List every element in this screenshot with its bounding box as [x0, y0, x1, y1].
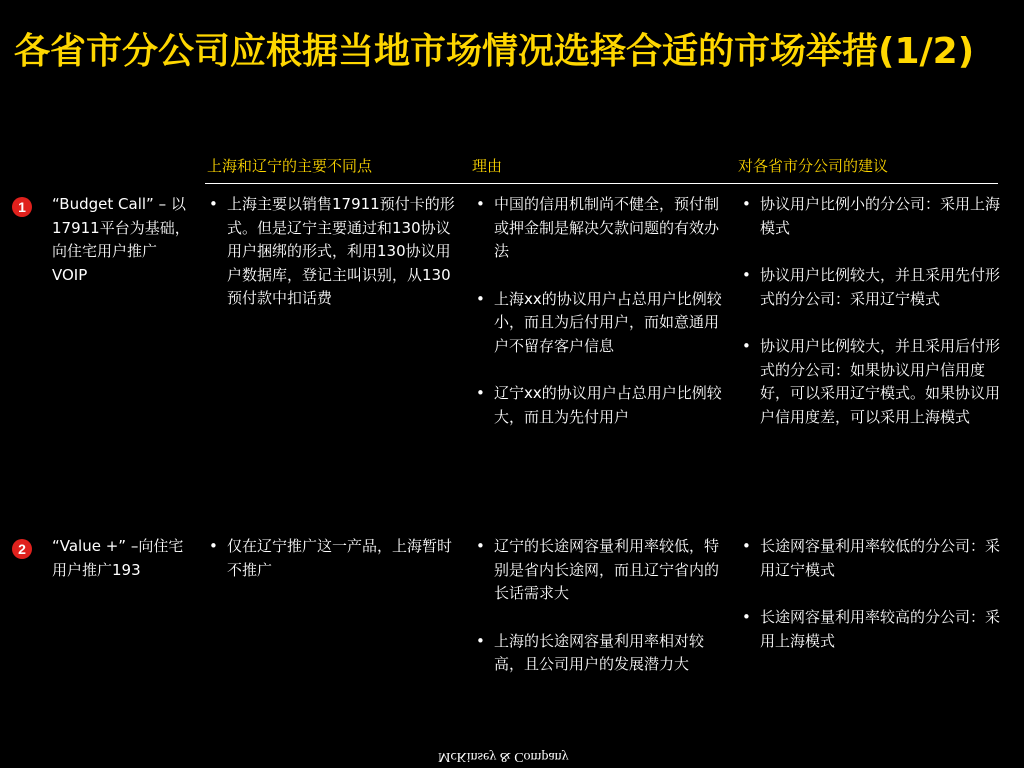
row2-suggestions-list	[738, 535, 1000, 653]
company-logo-text: McKinsey & Company	[438, 749, 569, 764]
list-item: • 辽宁xx的协议用户占总用户比例较大，而且为先付用户	[472, 382, 730, 429]
list-item: • 中国的信用机制尚不健全，预付制或押金制是解决欠款问题的有效办法	[472, 193, 730, 264]
row-number-badge: 1	[12, 197, 32, 217]
column-header-reasons: 理由	[472, 157, 503, 175]
list-item: • 上海xx的协议用户占总用户比例较小，而且为后付用户，而如意通用户不留存客户信息	[472, 288, 730, 359]
row1-reasons-list	[472, 193, 730, 429]
row-number-badge: 2	[12, 539, 32, 559]
list-item: • 长途网容量利用率较高的分公司：采用上海模式	[738, 606, 1000, 653]
list-item: • 协议用户比例较大，并且采用后付形式的分公司：如果协议用户信用度好，可以采用辽宁模式。如果协议用户信用度差，可以采用上海模式	[738, 335, 1000, 429]
list-item: • 仅在辽宁推广这一产品，上海暂时不推广	[205, 535, 457, 582]
row1-differences-list	[205, 193, 457, 311]
row1-suggestions-list	[738, 193, 1000, 429]
list-item: • 上海主要以销售17911预付卡的形式。但是辽宁主要通过和130协议用户捆绑的形式，利用130协议用户数据库，登记主叫识别，从130预付款中扣话费	[205, 193, 457, 311]
list-item: • 辽宁的长途网容量利用率较低，特别是省内长途网，而且辽宁省内的长话需求大	[472, 535, 730, 606]
header-divider	[205, 183, 998, 184]
column-header-suggestions: 对各省市分公司的建议	[738, 157, 889, 175]
row-label: “Value +” –向住宅用户推广193	[52, 537, 184, 579]
list-item: • 协议用户比例较大，并且采用先付形式的分公司：采用辽宁模式	[738, 264, 1000, 311]
list-item: • 长途网容量利用率较低的分公司：采用辽宁模式	[738, 535, 1000, 582]
page-title: 各省市分公司应根据当地市场情况选择合适的市场举措(1/2)	[14, 31, 975, 72]
row-label: “Budget Call” – 以17911平台为基础，向住宅用户推广VOIP	[52, 195, 190, 284]
column-header-differences: 上海和辽宁的主要不同点	[207, 157, 373, 175]
row2-reasons-list	[472, 535, 730, 677]
list-item: • 上海的长途网容量利用率相对较高，且公司用户的发展潜力大	[472, 630, 730, 677]
row2-differences-list	[205, 535, 457, 582]
list-item: • 协议用户比例小的分公司：采用上海模式	[738, 193, 1000, 240]
